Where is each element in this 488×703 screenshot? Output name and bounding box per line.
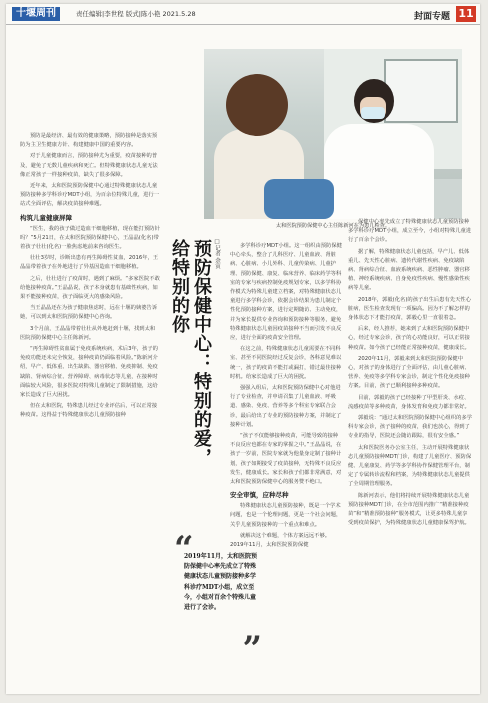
headline-block	[168, 239, 212, 494]
paragraph: 在这之前，特殊健康状态儿童需要在不同科室、甚至不同医院经过反复会诊，各科意见难以统一，孩子的疫苗不能打或漏打，错过最佳接种时机。给家长造成了巨大的困扰。	[230, 346, 342, 380]
paragraph: 2018年，郭毅(化名)的孩子出生后患有先天性心脏病，医生检查发现有一项偏高。因为不了解怎样的身体状态下才能打疫苗，郭毅心里一直很着急。	[348, 296, 471, 322]
masthead	[6, 4, 480, 25]
newspaper-logo: 十堰周刊	[12, 7, 60, 21]
paragraph: 郭毅说：“通过太和医院预防保健中心组织的多学科专家会诊，孩子接种的疫苗，我们也放心，得到了专业的指导，医院还会随访跟踪，很有安全感。”	[348, 415, 472, 440]
paragraph: 3个月前，王晶晶带着壮壮从外地赶到十堰，找到太和医院预防保健中心主任陈新河。	[20, 325, 156, 341]
paragraph: 2020年11月，郭毅来到太和医院预防保健中心，对孩子的身体进行了全面评估，由儿童心脏病、营养、免疫等多学科专家会诊，制定个性化免疫接种方案。目前，孩子已顺利接种多种疫苗。	[348, 355, 470, 390]
paragraph: 就解决这个难题，个体方案远远不够。2019年11月，太和医院预防保健	[230, 532, 331, 549]
paragraph: 预防是最经济、最有效的健康策略，预防接种是落实预防为主卫生健康方针、构建健康中国的重要内容。	[20, 133, 158, 149]
paragraph: “孩子不仅能够接种疫苗，可能导致的接种不良反应也都在专家的掌握之中。”王晶晶说，在孩子一岁前，医院专家就为他量身定制了接种计划，孩子如期接受了疫苗接种，无特殊不良反应发生，健康成长。家长和孩子们都非常满意，对太和医院预防保健中心的服务赞不绝口。	[230, 433, 342, 486]
paragraph: 当王晶晶还在为孩子健康焦虑时，远在十堰的姨婆告诉她，可以到太和医院预防保健中心咨询。	[20, 305, 158, 321]
paragraph: “再生障碍性贫血属于免疫系统疾病，术后3年，孩子的免疫功能还未完全恢复，接种疫苗仍面临着风险。”陈新河介绍，早产、低体重、出生缺陷、器官移植、免疫抑制、免疫缺陷、肾病综合征、营养障碍、病毒状态等儿童，在接种时面临较大风险，很多医院对特殊儿童制定了限制措施，这给家长造成了巨大困扰。	[20, 346, 158, 399]
article-title: 预防保健中心：特别的爱，给特别的你	[169, 239, 212, 467]
article-column-1	[20, 132, 160, 688]
paragraph: 但在太和医院，特殊患儿经过专业评估后，可以正常接种疫苗。这得益于特殊健康状态儿童预防接种	[20, 403, 158, 419]
paragraph: 近年来，太和医院预防保健中心通过特殊健康状态儿童预防接种多学科诊疗MDT小组，为百余位特殊儿童，进行一站式全面评估，解决疫苗接种难题。	[20, 183, 160, 208]
subheading: 构筑儿童健康屏障	[20, 213, 72, 222]
newspaper-page	[6, 4, 480, 694]
paragraph: 之后，壮壮进行了疫苗时，遇到了麻烦。“多家医院不敢给他接种疫苗。”王晶晶说，孩子本身就患有基础性疾病，如果不能接种疫苗，孩子面临更大的感染风险。	[20, 275, 160, 301]
paragraph: “医生，我的孩子做过造血干细胞移植，现在能打预防针吗？”5月21日，在太和医院预防保健中心，王晶晶(化名)带着孩子壮壮(化名)一脸焦虑地前来咨询医生。	[20, 225, 160, 251]
subheading: 安全审慎，应种尽种	[230, 491, 289, 500]
paragraph: 对于儿童健康而言，预防接种尤为重要，疫苗接种的普及，避免了无数儿童疾病和死亡。但特殊健康状态儿童无法像正常孩子一样接种疫苗，缺失了很多保障。	[20, 153, 158, 178]
article-column-3	[230, 242, 342, 688]
paragraph: 据了解，特殊健康状态儿童包括，早产儿、低体重儿、先天性心脏病、遗传代谢性疾病、免疫缺陷病、肾病综合征、血液系统疾病、恶性肿瘤、器官移植、神经系统疾病、自身免疫性疾病、慢性感染性疾病等儿童。	[348, 248, 470, 292]
page-number: 11	[456, 6, 476, 22]
paragraph: 壮壮3岁时，诊断出患有再生障碍性贫血，2016年，王晶晶带着孩子在外地进行了异基因造血干细胞移植。	[20, 255, 159, 271]
article-column-4	[348, 28, 472, 688]
editor-credits: 责任编辑|李世程 版式|陈小艳 2021.5.28	[76, 10, 196, 18]
paragraph: 后来，经人推荐，她来到了太和医院预防保健中心，经过专家会诊，孩子的心功能良好，可以正常接种疫苗。如今孩子已经能正常接种疫苗，健康成长。	[348, 326, 470, 351]
paragraph: 目前，郭毅的孩子已经接种了甲型肝炎、水痘、流感疫苗等多种疫苗，身体发育和免疫力都非常好。	[348, 394, 470, 410]
section-title: 封面专题	[413, 12, 450, 22]
photo-caption: 太和医院预防保健中心主任陈新河在为患儿检查。	[275, 223, 391, 229]
pull-quote-text: 2019年11月，太和医院预防保健中心率先成立了特殊健康状态儿童预防接种多学科诊疗MDT小组，成立至今，小组对百余个特殊儿童进行了会诊。	[184, 553, 258, 612]
open-quote-icon: “	[174, 529, 194, 569]
paragraph: 强强入组后，太和医院预防保健中心对他进行了专业检查，并申请召集了儿童血液、呼吸道、感染、免疫、营养等多个科室专家联合会诊，最后给出了专业的预防接种方案，并制定了接种计划。	[230, 385, 342, 428]
paragraph: 保健中心率先成立了特殊健康状态儿童预防接种多学科诊疗MDT小组，成立至今，小组对特殊儿童进行了百余个会诊。	[348, 219, 472, 244]
paragraph: 太和医院医务办公室主任，主动开展特殊健康状态儿童预防接种MDT门诊，构建了儿童医疗、预防保健、儿童康复、药学等多学科协作保健管理平台，制定了专属转诊流程和档案，为特殊健康状态儿童提供了全周期管理服务。	[348, 444, 472, 488]
byline: □记者 余寅	[214, 239, 220, 269]
paragraph: 特殊健康状态儿童预防接种，既是一个学术问题，也是一个伦理问题，更是一个社会问题，关乎儿童预防接种的一个重点和难点。	[230, 503, 342, 528]
paragraph: 陈新河表示，他们将持续开展特殊健康状态儿童预防接种MDT门诊，在全市范围内推广“精准接种疫苗”和“精准预防接种”服务模式，让更多特殊儿童享受到疫苗保护，为特殊健康状态儿童健康保驾护航。	[348, 492, 470, 527]
paragraph: 多学科诊疗MDT小组。这一组织由预防保健中心牵头，整合了儿科医疗、儿童血液、肾脏病、心脏病、小儿外科、儿童传染病、儿童护理、预防保健、康复、临床营养、临床药学等科室的专家与疾病控制免疫规划专家，以多学科协作模式为特殊儿童建立档案，对特殊健康状态儿童进行多学科会诊，依据会诊结果为患儿制定个性化预防接种方案，进行定期随访、主动免疫，并为家长提供专业咨询和预防接种等服务，避免特殊健康状态儿童因疫苗接种不当而引发不良反应，进行全面的疫苗安全管理。	[230, 243, 342, 342]
close-quote-icon: ”	[242, 629, 262, 669]
